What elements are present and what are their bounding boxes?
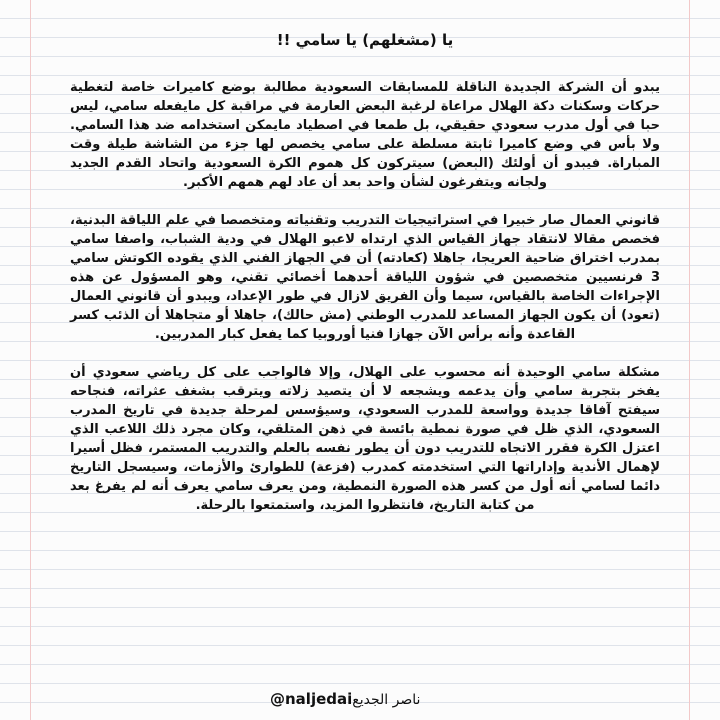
left-margin-line [30, 0, 31, 720]
twitter-handle: @naljedai [270, 690, 353, 708]
paragraph-3: مشكلة سامي الوحيدة أنه محسوب على الهلال، وإلا فالواجب على كل رياضي سعودي أن يفخر بتجربة سامي وأن يدعمه ويشجعه لا أن يتصيد زلاته ويترقب بشغف عثراته، فنجاحه سيفتح آفاقا جديدة وواسعة للمدرب السعودي، وسيؤسس لمرحلة جديدة في تاريخ المدرب السعودي، الذي ظل في صورة نمطية بائسة في ذهن المتلقي، وكان مجرد ذلك اللاعب الذي اعتزل الكرة فقرر الاتجاه للتدريب دون أن يطور نفسه بالعلم والتدريب المستمر، فظل أسيرا لإهمال الأندية وإداراتها التي استخدمته كمدرب (فزعة) للطوارئ والأزمات، وسيسجل التاريخ دائما لسامي أنه أول من كسر هذه الصورة النمطية، ومن يعرف سامي يعرف أنه لم يفرغ بعد من كتابة التاريخ، فانتظروا المزيد، واستمتعوا بالرحلة. [70, 365, 660, 513]
author-name: ناصر الجديع [352, 692, 421, 708]
signature [270, 690, 420, 708]
paragraph-2: قانوني العمال صار خبيرا في استراتيجيات التدريب وتقنياته ومتخصصا في علم اللياقة البدنية، فخصص مقالا لانتقاد جهاز القياس الذي ارتداه لاعبو الهلال في ودية الشباب، واصفا سامي بمدرب اختراق ضاحية العريجا، جاهلا (كعادته) أن في الجهاز الفني الذي يقوده الكوتش سامي 3 فرنسيين متخصصين في شؤون اللياقة أحدهما أخصائي تقني، وهو المسؤول عن هذه الإجراءات الخاصة بالقياس، سيما وأن الفريق لازال في طور الإعداد، ويبدو أن قانوني العمال (تعود) أن يكون الجهاز المساعد للمدرب الوطني (مش حالك)، جاهلا أو متجاهلا أن الذئب كسر القاعدة وأنه برأس الآن جهازا فنيا أوروبيا كما يفعل كبار المدربين. [70, 213, 660, 342]
right-margin-line [689, 0, 690, 720]
article-title: يا (مشغلهم) يا سامي !! [276, 31, 454, 49]
paragraph-1: يبدو أن الشركة الجديدة الناقلة للمسابقات السعودية مطالبة بوضع كاميرات خاصة لتغطية حركات وسكنات دكة الهلال مراعاة لرغبة البعض العارمة في مراقبة كل مايفعله سامي، ليس حبا في أول مدرب سعودي حقيقي، بل طمعا في اصطياد مايمكن استخدامه ضد هذا السامي. ولا بأس في وضع كاميرا ثابتة مسلطة على سامي يخصص لها جزء من الشاشة طيلة وقت المباراة. فيبدو أن أولئك (البعض) سيتركون كل هموم الكرة السعودية واتحاد القدم الجديد ولجانه ويتفرغون لشأن واحد بعد أن عاد لهم همهم الأكبر. [70, 80, 660, 190]
article [70, 30, 660, 534]
